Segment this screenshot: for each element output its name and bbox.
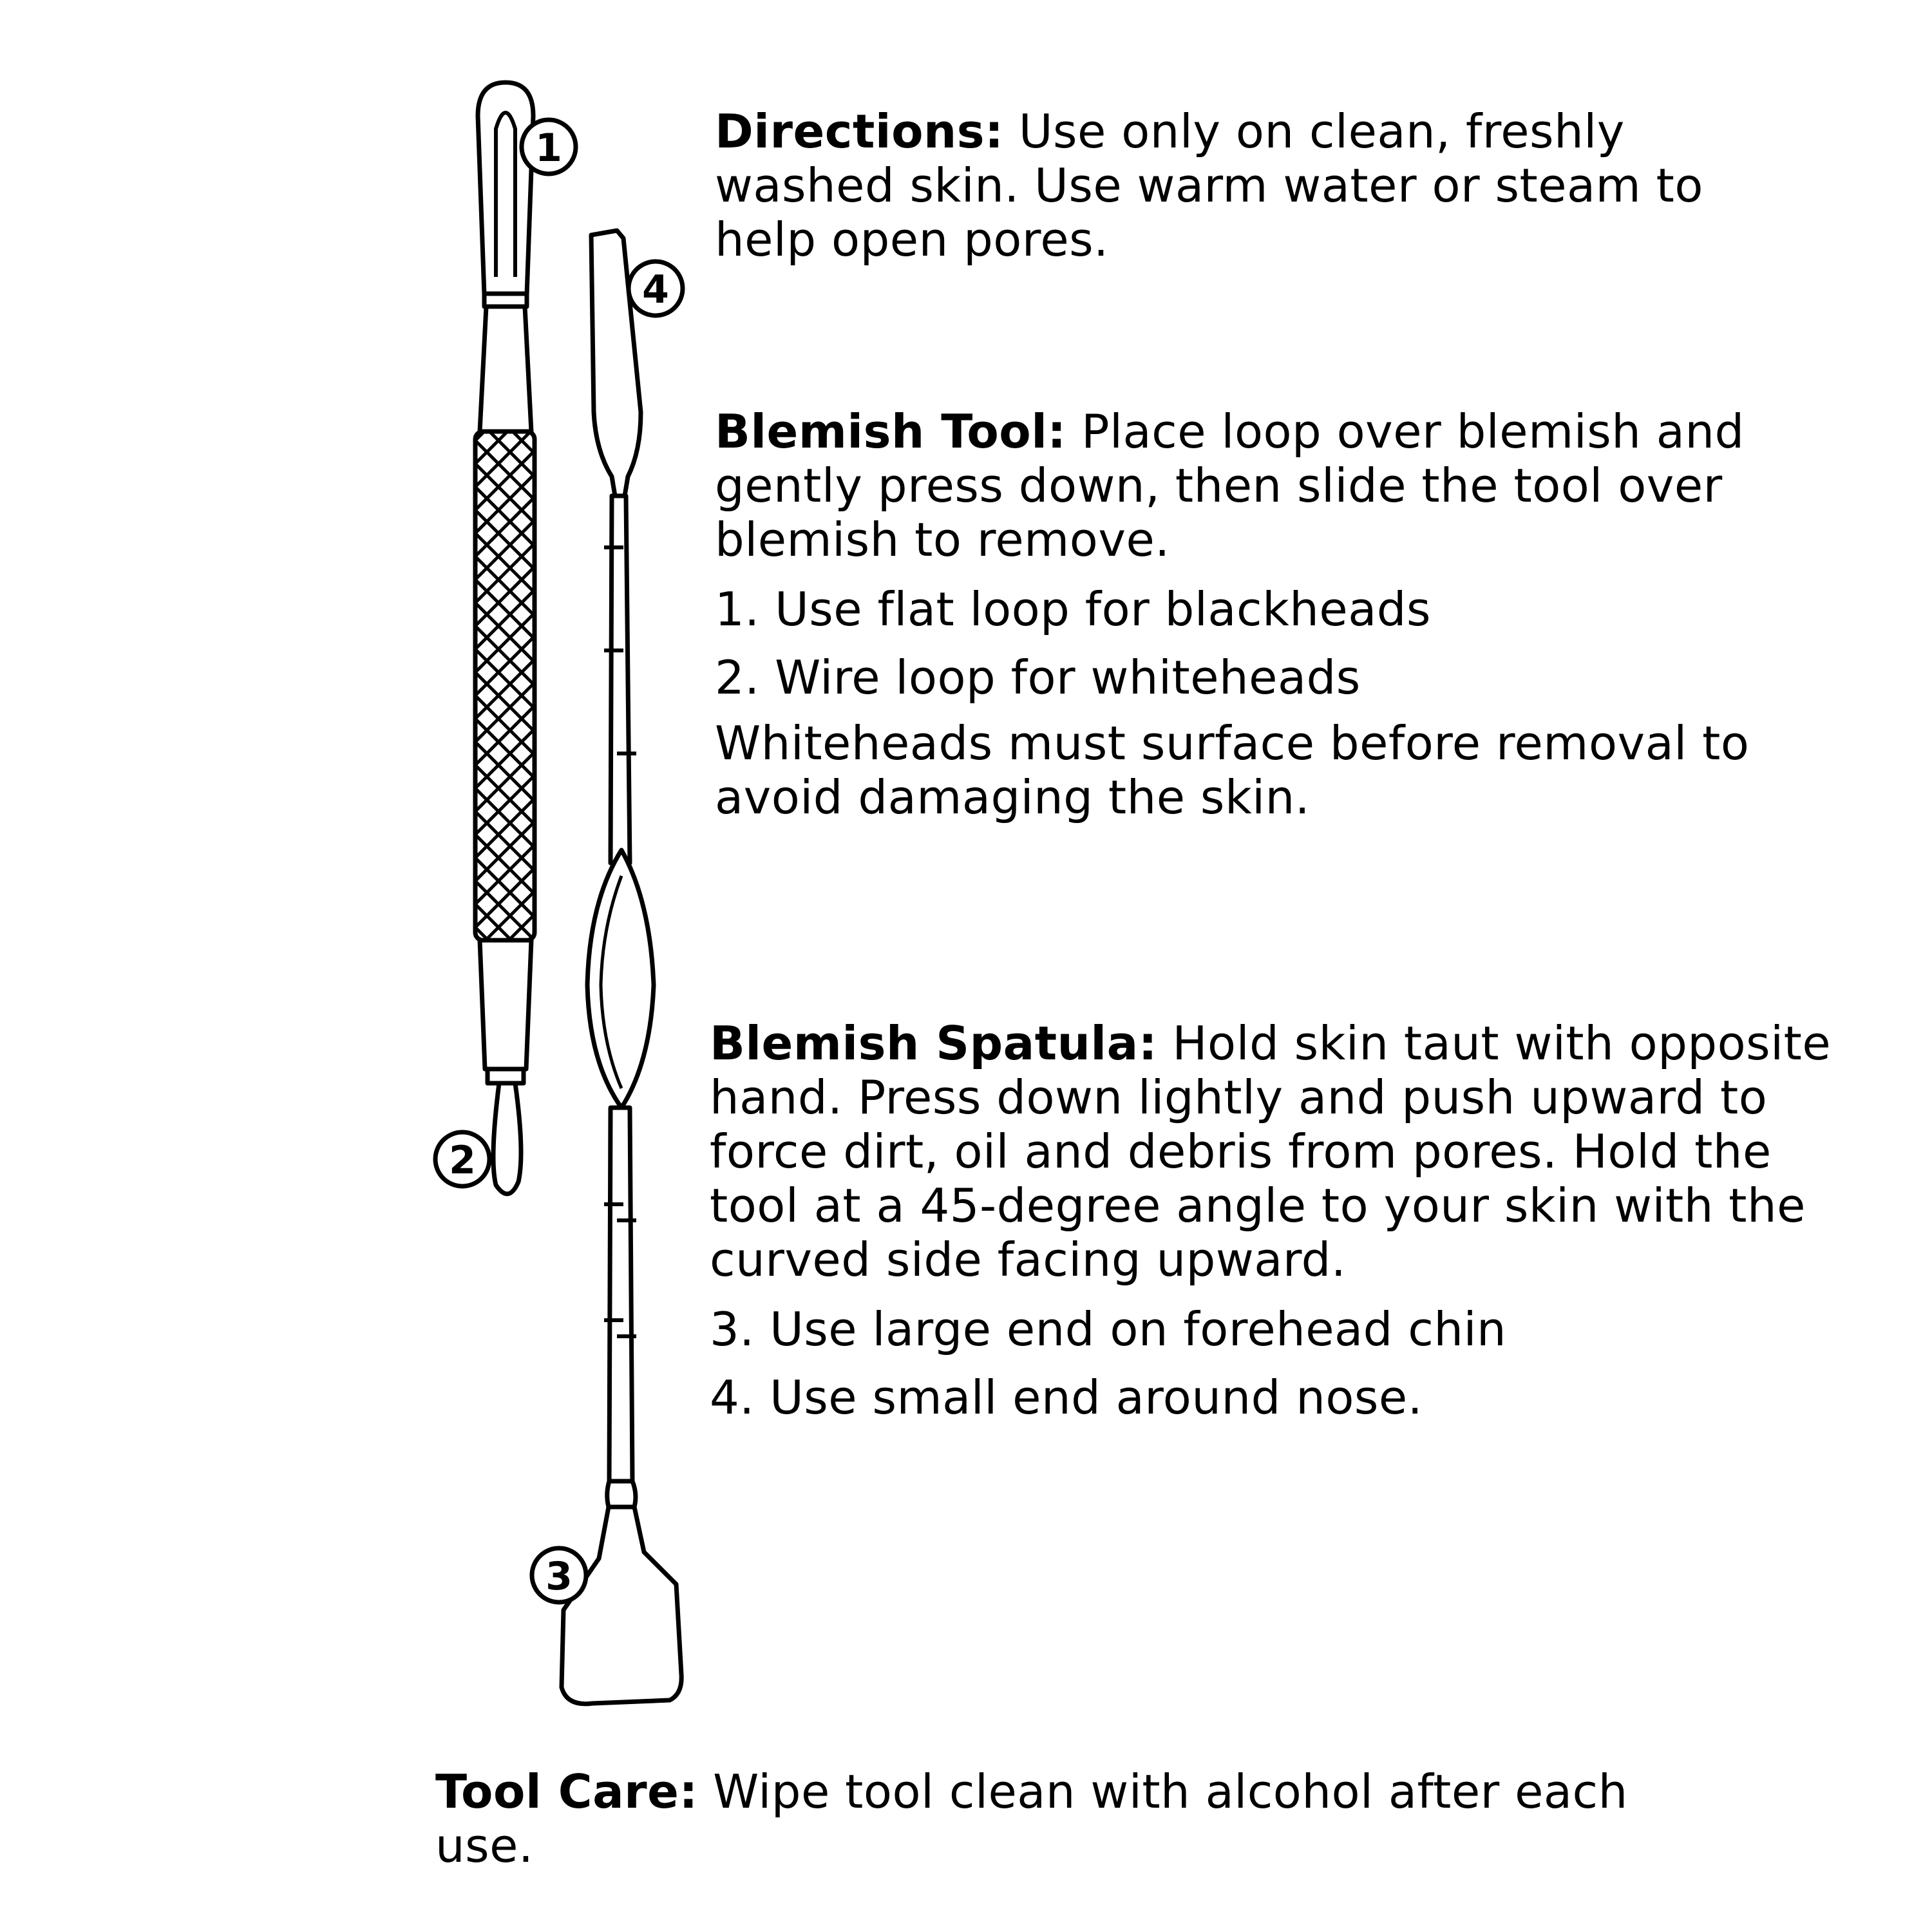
- callout-1-label: 1: [535, 126, 562, 171]
- blemish-tool-heading: Blemish Tool:: [715, 404, 1066, 459]
- blemish-spatula-heading: Blemish Spatula:: [710, 1016, 1157, 1070]
- knurled-grip: [475, 431, 535, 940]
- blemish-tool-drawing: [475, 82, 535, 1194]
- tool-care-section: [435, 1765, 1723, 1873]
- tool-care-text: Wipe tool clean with alcohol after each use.: [435, 1765, 1628, 1873]
- callout-4-label: 4: [642, 267, 669, 312]
- directions-heading: Directions:: [715, 104, 1004, 158]
- callout-2-label: 2: [449, 1138, 476, 1183]
- spatula-oval: [587, 850, 654, 1108]
- list-item: 4. Use small end around nose.: [710, 1370, 1423, 1425]
- list-item: 1. Use flat loop for blackheads: [715, 582, 1432, 636]
- blemish-tool-text: Place loop over blemish and gently press down, then slide the tool over blemish to remove.: [715, 404, 1745, 567]
- tool-care-paragraph: [435, 1765, 1723, 1873]
- blemish-spatula-text: Hold skin taut with opposite hand. Press down lightly and push upward to force dirt, oil and debris from pores. Hold the tool at a 45-degree angle to your skin with the curved side facing upward.: [710, 1016, 1832, 1287]
- spatula-large-end: [562, 1507, 681, 1704]
- blemish-tool-paragraph: [715, 404, 1874, 567]
- blemish-spatula-section: [710, 1016, 1869, 1425]
- list-item: 3. Use large end on forehead chin: [710, 1302, 1507, 1356]
- directions-text: Use only on clean, freshly washed skin. Use warm water or steam to help open pores.: [715, 104, 1703, 267]
- list-item: 2. Wire loop for whiteheads: [715, 650, 1361, 705]
- wire-loop: [493, 1083, 521, 1194]
- whiteheads-note: Whiteheads must surface before removal to avoid damaging the skin.: [715, 716, 1750, 824]
- directions-paragraph: [715, 104, 1810, 267]
- callouts: [435, 120, 683, 1602]
- callout-3-label: 3: [545, 1554, 573, 1599]
- tool-care-heading: Tool Care:: [435, 1765, 698, 1819]
- blemish-spatula-paragraph: [710, 1016, 1869, 1287]
- directions-section: [715, 104, 1810, 267]
- blemish-tool-section: [715, 404, 1874, 824]
- blemish-spatula-drawing: [562, 231, 681, 1704]
